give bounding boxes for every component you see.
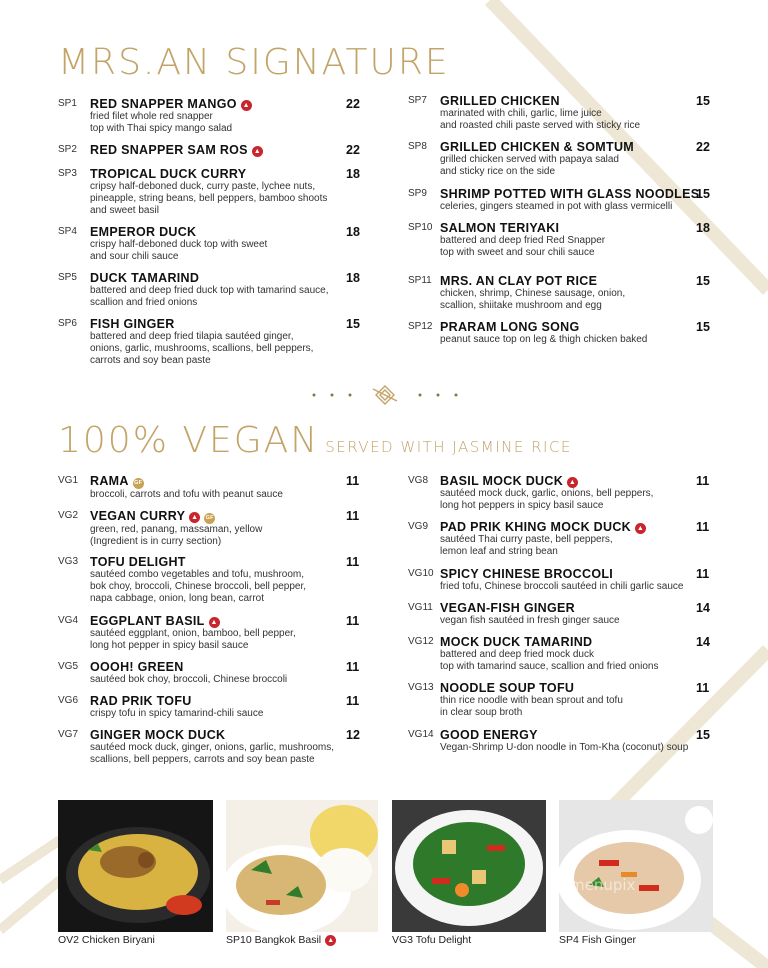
photo-tofu-delight (392, 800, 546, 932)
item-body (90, 728, 334, 766)
item-price: 11 (696, 567, 710, 581)
photo-bangkok-basil (226, 800, 378, 932)
item-name-text: PRARAM LONG SONG (440, 320, 580, 334)
item-name (90, 509, 262, 524)
item-name-text: SPICY CHINESE BROCCOLI (440, 567, 614, 581)
item-price: 11 (696, 474, 710, 488)
item-description: napa cabbage, onion, long bean, carrot (90, 593, 265, 604)
item-name (440, 681, 623, 695)
item-description: crispy tofu in spicy tamarind-chili sauce (90, 708, 264, 719)
item-description: chicken, shrimp, Chinese sausage, onion, (440, 288, 626, 299)
item-description: scallion and fried onions (90, 297, 198, 308)
item-body (440, 728, 688, 754)
item-name (440, 520, 646, 534)
item-name (440, 274, 625, 288)
item-name-text: VEGAN-FISH GINGER (440, 601, 575, 615)
vegan-section-title (58, 420, 572, 461)
item-code: VG12 (408, 636, 434, 647)
item-code: VG6 (58, 695, 79, 706)
item-price: 18 (346, 225, 360, 239)
item-description: vegan fish sautéed in fresh ginger sauce (440, 615, 620, 626)
photo-caption-bangkok-basil: SP10 Bangkok Basil ▲ (226, 934, 336, 946)
item-body (440, 601, 620, 627)
item-name-text: OOOH! GREEN (90, 660, 184, 674)
item-price: 11 (346, 555, 360, 569)
item-name (440, 474, 653, 488)
item-body (440, 94, 640, 132)
item-name-text: EMPEROR DUCK (90, 225, 197, 239)
item-name-text: RED SNAPPER MANGO (90, 97, 237, 111)
item-body (440, 274, 625, 312)
item-price: 18 (346, 167, 360, 181)
item-price: 15 (696, 187, 710, 201)
item-body (90, 660, 287, 686)
item-body (440, 320, 647, 346)
item-code: VG9 (408, 521, 429, 532)
item-name-text: DUCK TAMARIND (90, 271, 200, 285)
item-code: SP8 (408, 141, 427, 152)
item-description: scallions, bell peppers, carrots and soy bean paste (90, 754, 315, 765)
item-name (90, 225, 267, 239)
item-description: top with Thai spicy mango salad (90, 123, 233, 134)
item-name-text: GOOD ENERGY (440, 728, 538, 742)
item-body (90, 167, 327, 217)
item-description: fried tofu, Chinese broccoli sautéed in chili garlic sauce (440, 581, 684, 592)
item-code: VG13 (408, 682, 434, 693)
item-name (440, 635, 658, 649)
item-name (90, 317, 313, 331)
vegan-subtitle: SERVED WITH JASMINE RICE (325, 438, 572, 456)
bangkok-basil-image (226, 800, 378, 932)
item-name-text: BASIL MOCK DUCK (440, 474, 564, 488)
item-body (440, 635, 658, 673)
item-body (90, 555, 306, 605)
item-name (90, 271, 328, 285)
item-description: long hot pepper in spicy basil sauce (90, 640, 249, 651)
chili-flame-icon: ▲ (242, 102, 250, 109)
item-description: and sour chili sauce (90, 251, 179, 262)
item-description: and sweet basil (90, 205, 159, 216)
item-description: broccoli, carrots and tofu with peanut sauce (90, 489, 283, 500)
item-name-text: NOODLE SOUP TOFU (440, 681, 575, 695)
item-code: SP7 (408, 95, 427, 106)
item-name (90, 614, 296, 628)
chili-flame-icon: ▲ (191, 514, 199, 521)
item-description: lemon leaf and string bean (440, 546, 558, 557)
item-name-text: GRILLED CHICKEN & SOMTUM (440, 140, 634, 154)
item-description: sautéed Thai curry paste, bell peppers, (440, 534, 613, 545)
item-description: battered and deep fried mock duck (440, 649, 594, 660)
item-price: 15 (346, 317, 360, 331)
item-price: 14 (696, 601, 710, 615)
photo-chicken-biryani (58, 800, 213, 932)
item-name (90, 555, 306, 569)
item-code: SP9 (408, 188, 427, 199)
item-description: battered and deep fried tilapia sautéed ginger, (90, 331, 294, 342)
item-description: top with sweet and sour chili sauce (440, 247, 595, 258)
vegan-title-text: 100% VEGAN (58, 420, 320, 461)
chili-flame-icon: ▲ (325, 935, 336, 946)
item-name (440, 320, 647, 334)
item-price: 11 (346, 509, 360, 523)
item-price: 11 (346, 474, 360, 488)
item-name (440, 221, 605, 235)
item-body (90, 317, 313, 367)
photo-caption-chicken-biryani: OV2 Chicken Biryani (58, 934, 155, 946)
item-price: 11 (346, 694, 360, 708)
photo-caption-fish-ginger: SP4 Fish Ginger (559, 934, 637, 946)
item-description: (Ingredient is in curry section) (90, 536, 222, 547)
item-description: peanut sauce top on leg & thigh chicken baked (440, 334, 648, 345)
item-name-text: GRILLED CHICKEN (440, 94, 560, 108)
item-description: cripsy half-deboned duck, curry paste, lychee nuts, (90, 181, 316, 192)
item-code: SP6 (58, 318, 77, 329)
item-description: carrots and soy bean paste (90, 355, 211, 366)
item-name-text: SHRIMP POTTED WITH GLASS NOODLES (440, 187, 700, 201)
item-body (90, 97, 252, 135)
item-price: 22 (346, 143, 360, 157)
chili-flame-icon: ▲ (568, 479, 577, 486)
item-description: grilled chicken served with papaya salad (440, 154, 619, 165)
item-description: battered and deep fried Red Snapper (440, 235, 606, 246)
item-description: fried filet whole red snapper (90, 111, 213, 122)
item-body (90, 225, 267, 263)
item-description: sautéed mock duck, ginger, onions, garlic, mushrooms, (90, 742, 335, 753)
item-body (440, 140, 634, 178)
watermark: menupix (570, 876, 636, 894)
item-description: in clear soup broth (440, 707, 523, 718)
chicken-biryani-image (58, 800, 213, 932)
item-code: VG2 (58, 510, 79, 521)
item-description: celeries, gingers steamed in pot with glass vermicelli (440, 201, 673, 212)
item-code: SP1 (58, 98, 77, 109)
item-name-text: TROPICAL DUCK CURRY (90, 167, 247, 181)
item-name-text: FISH GINGER (90, 317, 175, 331)
item-code: SP5 (58, 272, 77, 283)
item-code: VG14 (408, 729, 434, 740)
item-description: Vegan-Shrimp U-don noodle in Tom-Kha (coconut) soup (440, 742, 689, 753)
chili-flame-icon: ▲ (636, 525, 645, 532)
item-body (90, 509, 262, 548)
item-description: sautéed eggplant, onion, bamboo, bell pepper, (90, 628, 296, 639)
item-description: long hot peppers in spicy basil sauce (440, 500, 604, 511)
item-description: pineapple, string beans, bell peppers, bamboo shoots (90, 193, 328, 204)
item-code: VG4 (58, 615, 79, 626)
item-name-text: MRS. AN CLAY POT RICE (440, 274, 598, 288)
item-description: battered and deep fried duck top with tamarind sauce, (90, 285, 329, 296)
item-price: 22 (346, 97, 360, 111)
item-body (440, 221, 605, 259)
item-price: 22 (696, 140, 710, 154)
item-description: and sticky rice on the side (440, 166, 556, 177)
item-name (90, 660, 287, 674)
item-code: SP3 (58, 168, 77, 179)
item-code: SP4 (58, 226, 77, 237)
item-code: SP11 (408, 275, 432, 286)
item-body (90, 143, 263, 157)
item-price: 18 (696, 221, 710, 235)
item-code: VG11 (408, 602, 433, 613)
item-code: VG3 (58, 556, 79, 567)
item-price: 15 (696, 728, 710, 742)
item-description: crispy half-deboned duck top with sweet (90, 239, 268, 250)
item-name (90, 167, 327, 181)
item-price: 12 (346, 728, 360, 742)
item-name-text: PAD PRIK KHING MOCK DUCK (440, 520, 631, 534)
item-name-text: RAD PRIK TOFU (90, 694, 192, 708)
item-body (440, 567, 683, 593)
item-description: bok choy, broccoli, Chinese broccoli, bell pepper, (90, 581, 307, 592)
photo-fish-ginger (559, 800, 713, 932)
item-body (90, 694, 263, 720)
item-description: sautéed bok choy, broccoli, Chinese broccoli (90, 674, 288, 685)
item-description: and roasted chili paste served with sticky rice (440, 120, 641, 131)
gluten-free-icon: GF (133, 478, 144, 489)
item-description: marinated with chili, garlic, lime juice (440, 108, 602, 119)
item-name (90, 728, 334, 742)
item-name (440, 94, 640, 108)
item-name (440, 187, 699, 201)
item-name (440, 601, 620, 615)
item-code: SP12 (408, 321, 433, 332)
item-description: onions, garlic, mushrooms, scallions, bell peppers, (90, 343, 314, 354)
gluten-free-icon: GF (204, 513, 215, 524)
item-price: 11 (346, 660, 360, 674)
item-name (440, 728, 688, 742)
item-body (90, 614, 296, 652)
item-name-text: GINGER MOCK DUCK (90, 728, 226, 742)
item-code: VG7 (58, 729, 79, 740)
item-name-text: EGGPLANT BASIL (90, 614, 205, 628)
item-name (440, 140, 634, 154)
item-name (90, 97, 252, 111)
item-body (90, 474, 283, 501)
item-price: 11 (346, 614, 360, 628)
section-divider-ornament (310, 385, 460, 405)
item-price: 15 (696, 320, 710, 334)
chili-flame-icon: ▲ (253, 148, 261, 155)
item-price: 14 (696, 635, 710, 649)
tofu-delight-image (392, 800, 546, 932)
item-name-text: SALMON TERIYAKI (440, 221, 560, 235)
item-name (90, 143, 263, 157)
item-code: SP2 (58, 144, 77, 155)
item-body (440, 681, 623, 719)
item-description: scallion, shiitake mushroom and egg (440, 300, 602, 311)
item-description: sautéed combo vegetables and tofu, mushroom, (90, 569, 305, 580)
item-body (440, 520, 646, 558)
item-price: 15 (696, 94, 710, 108)
item-body (90, 271, 328, 309)
item-description: top with tamarind sauce, scallion and fried onions (440, 661, 659, 672)
chili-flame-icon: ▲ (210, 619, 218, 626)
item-name-text: RAMA (90, 474, 129, 488)
item-description: thin rice noodle with bean sprout and tofu (440, 695, 623, 706)
item-code: VG10 (408, 568, 434, 579)
item-code: VG8 (408, 475, 429, 486)
item-name (90, 694, 263, 708)
item-name (90, 474, 283, 489)
item-price: 15 (696, 274, 710, 288)
item-name-text: TOFU DELIGHT (90, 555, 186, 569)
item-code: VG1 (58, 475, 79, 486)
item-name-text: MOCK DUCK TAMARIND (440, 635, 593, 649)
signature-section-title: MRS.AN SIGNATURE (58, 42, 450, 83)
item-description: green, red, panang, massaman, yellow (90, 524, 263, 535)
item-description: sautéed mock duck, garlic, onions, bell peppers, (440, 488, 654, 499)
item-body (440, 474, 653, 512)
item-name-text: VEGAN CURRY (90, 509, 186, 523)
photo-caption-tofu-delight: VG3 Tofu Delight (392, 934, 472, 946)
item-name-text: RED SNAPPER SAM ROS (90, 143, 248, 157)
fish-ginger-image (559, 800, 713, 932)
item-name (440, 567, 683, 581)
item-price: 18 (346, 271, 360, 285)
item-code: VG5 (58, 661, 79, 672)
item-price: 11 (696, 520, 710, 534)
item-body (440, 187, 699, 213)
item-price: 11 (696, 681, 710, 695)
item-code: SP10 (408, 222, 433, 233)
